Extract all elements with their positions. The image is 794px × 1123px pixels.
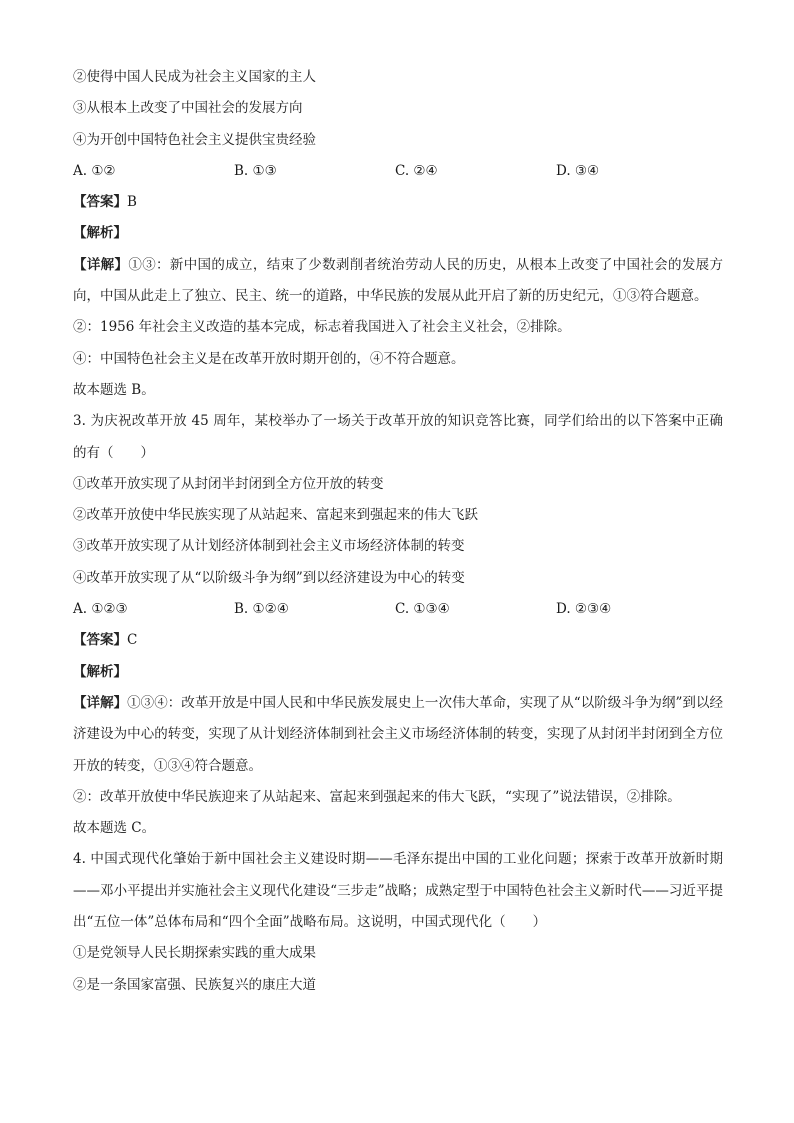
answer-tag: 【答案】 <box>73 194 127 211</box>
q3-option-c: C. ①③④ <box>395 601 450 618</box>
detail-tag: 【详解】 <box>73 694 128 711</box>
q3-detail <box>73 688 723 782</box>
q2-explanation-2: ②：1956 年社会主义改造的基本完成，标志着我国进入了社会主义社会，②排除。 <box>73 319 571 336</box>
q4-stem: 4. 中国式现代化肇始于新中国社会主义建设时期——毛泽东提出中国的工业化问题；探索于改革开放新时期——邓小平提出并实施社会主义现代化建设“三步走”战略；成熟定型于中国特色社会主义新时代——习近平提出“五位一体”总体布局和“四个全面”战略布局。这说明，中国式现代化（ ） <box>73 851 723 931</box>
q3-item-2: ②改革开放使中华民族实现了从站起来、富起来到强起来的伟大飞跃 <box>73 507 478 524</box>
q2-options <box>73 156 723 187</box>
q3-option-b: B. ①②④ <box>234 601 289 618</box>
q3-item-1: ①改革开放实现了从封闭半封闭到全方位开放的转变 <box>73 475 384 492</box>
answer-value: B <box>127 194 137 211</box>
detail-text: ①③：新中国的成立，结束了少数剥削者统治劳动人民的历史，从根本上改变了中国社会的发展方向，中国从此走上了独立、民主、统一的道路，中华民族的发展从此开启了新的历史纪元，①③符合题意。 <box>73 256 724 305</box>
q2-item-4: ④为开创中国特色社会主义提供宝贵经验 <box>73 131 316 148</box>
q3-analysis-tag: 【解析】 <box>73 663 127 680</box>
q3-item-4: ④改革开放实现了从“以阶级斗争为纲”到以经济建设为中心的转变 <box>73 569 465 586</box>
q2-option-a: A. ①② <box>73 162 116 179</box>
q4-item-2: ②是一条国家富强、民族复兴的康庄大道 <box>73 976 316 993</box>
q3-options <box>73 594 723 625</box>
detail-text: ①③④：改革开放是中国人民和中华民族发展史上一次伟大革命，实现了从“以阶级斗争为纲”到以经济建设为中心的转变，实现了从计划经济体制到社会主义市场经济体制的转变，实现了从封闭半封闭到全方位开放的转变，①③④符合题意。 <box>73 694 723 774</box>
q3-stem: 3. 为庆祝改革开放 45 周年，某校举办了一场关于改革开放的知识竞答比赛，同学们给出的以下答案中正确的有（ ） <box>73 413 723 461</box>
detail-tag: 【详解】 <box>73 256 129 273</box>
q2-conclusion: 故本题选 B。 <box>73 381 155 398</box>
q2-item-2: ②使得中国人民成为社会主义国家的主人 <box>73 69 316 85</box>
document-page <box>73 62 723 1001</box>
answer-value: C <box>127 632 138 649</box>
q2-answer <box>73 187 723 218</box>
q2-explanation-4: ④：中国特色社会主义是在改革开放时期开创的，④不符合题意。 <box>73 350 465 367</box>
q2-option-b: B. ①③ <box>234 162 277 179</box>
answer-tag: 【答案】 <box>73 632 127 649</box>
q2-option-c: C. ②④ <box>395 162 438 179</box>
q3-answer <box>73 625 723 656</box>
q4-item-1: ①是党领导人民长期探索实践的重大成果 <box>73 945 316 962</box>
q3-option-a: A. ①②③ <box>73 601 128 618</box>
q2-analysis-tag: 【解析】 <box>73 225 127 242</box>
q2-detail <box>73 250 723 313</box>
q3-option-d: D. ②③④ <box>556 601 612 618</box>
q3-item-3: ③改革开放实现了从计划经济体制到社会主义市场经济体制的转变 <box>73 538 465 555</box>
q3-explanation-2: ②：改革开放使中华民族迎来了从站起来、富起来到强起来的伟大飞跃，“实现了”说法错误，②排除。 <box>73 788 681 805</box>
q2-item-3: ③从根本上改变了中国社会的发展方向 <box>73 100 303 117</box>
q3-conclusion: 故本题选 C。 <box>73 820 156 837</box>
q2-option-d: D. ③④ <box>556 162 600 179</box>
